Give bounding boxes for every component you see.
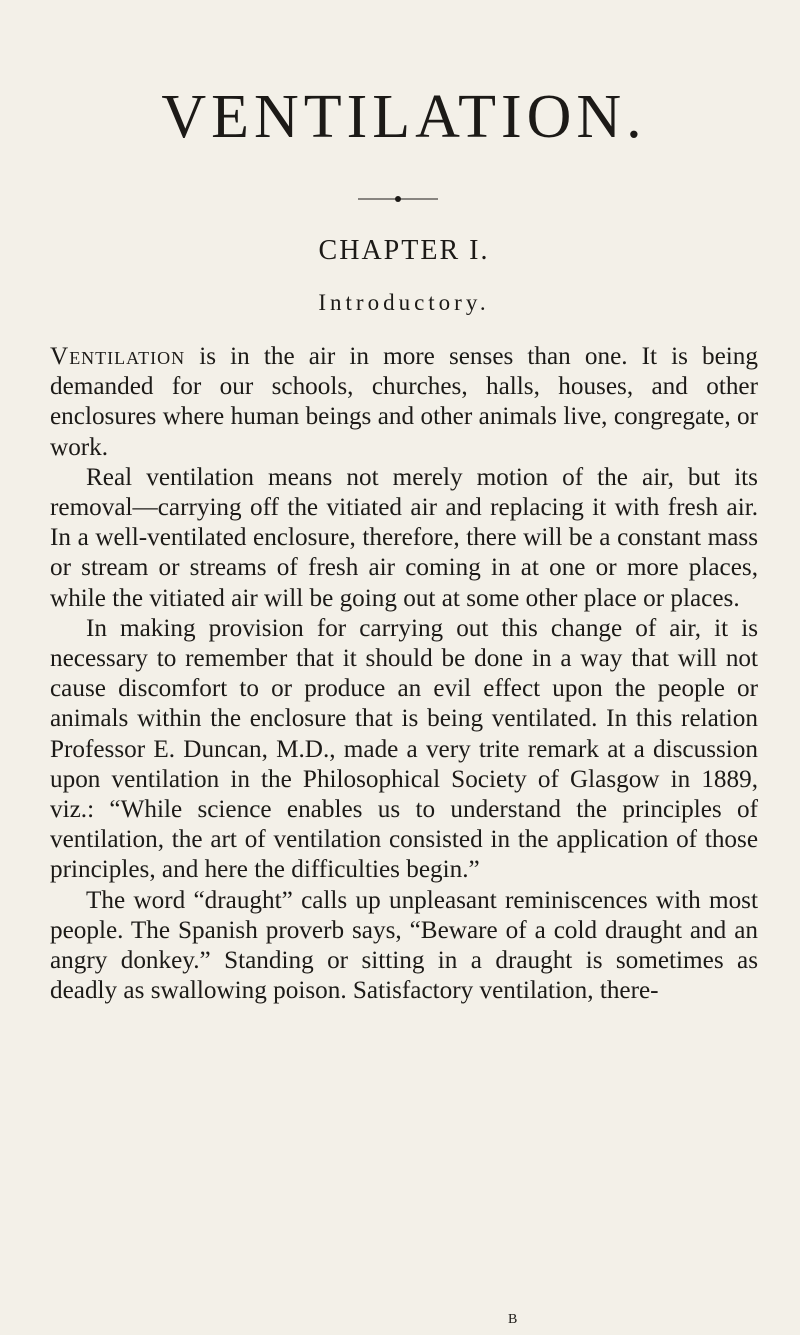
paragraph-4	[50, 886, 758, 1007]
paragraph-3	[50, 614, 758, 886]
paragraph-text: is in the air in more senses than one. It is being demanded for our schools, churches, halls, houses, and other enclosures where human beings and other animals live, congregate, or work.	[50, 343, 758, 461]
paragraph-1	[50, 342, 758, 463]
body-text	[50, 342, 758, 1006]
paragraph-text: Real ventilation means not merely motion of the air, but its removal—carrying off the vitiated air and replacing it with fresh air. In a well-ventilated enclosure, therefore, there will be a constant mass or stream or streams of fresh air coming in at one or more places, while the vitiated air will be going out at some other place or places.	[50, 463, 758, 612]
paragraph-2	[50, 463, 758, 614]
paragraph-text: In making provision for carrying out this change of air, it is necessary to remember that it should be done in a way that will not cause discomfort to or produce an evil effect upon the people or animals within the enclosure that is being ventilated. In this relation Professor E. Duncan, M.D., made a very trite remark at a discussion upon ventilation in the Philosophical Society of Glasgow in 1889, viz.: “While science enables us to understand the principles of ventilation, the art of ventilation consisted in the application of those principles, and here the difficulties begin.”	[50, 614, 758, 884]
paragraph-text: The word “draught” calls up unpleasant reminiscences with most people. The Spanish proverb says, “Beware of a cold draught and an angry donkey.” Standing or sitting in a draught is sometimes as deadly as swallowing poison. Satisfactory ventilation, there-	[50, 886, 758, 1005]
ornament-rule	[358, 194, 438, 204]
signature-mark: B	[508, 1312, 518, 1327]
chapter-heading: CHAPTER I.	[318, 235, 490, 266]
book-title: VENTILATION.	[161, 83, 647, 151]
paragraph-lead-word: Ventilation	[50, 343, 186, 370]
chapter-subtitle: Introductory.	[318, 290, 490, 315]
